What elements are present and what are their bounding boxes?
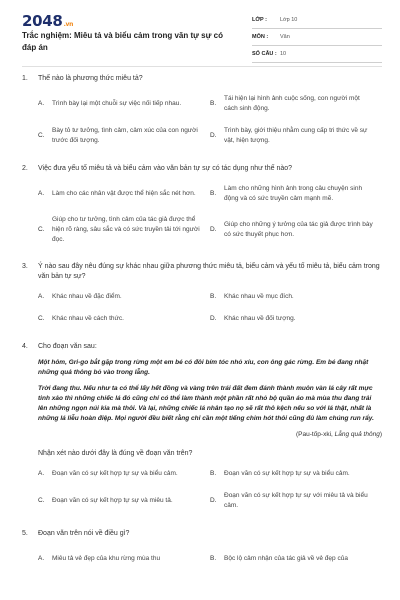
page-title: Trắc nghiệm: Miêu tả và biểu cảm trong văn tự sự có đáp án: [22, 31, 223, 52]
site-logo[interactable]: 2048.vn: [22, 12, 74, 30]
meta-value: Văn: [280, 34, 290, 40]
meta-value: 10: [280, 51, 287, 57]
question-text: Thế nào là phương thức miêu tả?: [38, 75, 143, 82]
option-a[interactable]: A. Đoạn văn có sự kết hợp tự sự và biểu cảm.: [38, 470, 178, 477]
option-d[interactable]: D. Khác nhau về đối tượng.: [210, 315, 296, 322]
question-5: [22, 529, 382, 577]
option-c[interactable]: C. Giúp cho tư tưởng, tình cảm của tác giả được thể hiện rõ ràng, sâu sắc và có sức truyền tải tới người đọc.: [38, 216, 200, 243]
question-list: [22, 74, 382, 587]
option-d[interactable]: D. Trình bày, giới thiệu nhằm cung cấp tri thức về sự vật, hiện tượng.: [210, 127, 368, 144]
meta-row-count: [252, 46, 382, 63]
question-number: 1.: [22, 75, 28, 82]
header-divider: [22, 66, 382, 67]
passage-paragraph: Trời đang thu. Nếu như ta có thể lấy hết đồng và vàng trên trái đất đem đánh thành muôn vàn lá cây rất mực tinh xảo thì những chiếc lá đó cũng chỉ có thể làm thành một phần rất nhỏ bộ quần áo mà mùa thu đang trải lên những ngọn núi kia mà thôi. Và lại, những chiếc lá nhân tạo nọ sẽ rất thô kệch nếu so với lá thật, nhất là những lá liễu hoàn điệp. Mọi người đều biết rằng chỉ cần một tiếng chim hót thôi cũng đủ làm chúng run rẩy.: [38, 385, 374, 422]
option-b[interactable]: B. Khác nhau về mục đích.: [210, 293, 294, 300]
option-d[interactable]: D. Giúp cho những ý tưởng của tác giả được trình bày có sức thuyết phục hơn.: [210, 221, 373, 238]
question-number: 2.: [22, 165, 28, 172]
sub-question-text: Nhận xét nào dưới đây là đúng về đoạn văn trên?: [38, 450, 193, 457]
meta-row-subject: [252, 29, 382, 46]
meta-key: MÔN :: [252, 34, 269, 40]
question-number: 5.: [22, 530, 28, 537]
option-a[interactable]: A. Trình bày lại một chuỗi sự việc nối tiếp nhau.: [38, 100, 182, 107]
option-c[interactable]: C. Đoạn văn có sự kết hợp tự sự và miêu tả.: [38, 497, 173, 504]
question-number: 4.: [22, 343, 28, 350]
option-a[interactable]: A. Miêu tả vẻ đẹp của khu rừng mùa thu: [38, 555, 161, 562]
question-text: Đoạn văn trên nói về điều gì?: [38, 530, 130, 537]
question-text: Ý nào sau đây nêu đúng sự khác nhau giữa phương thức miêu tả, biểu cảm và yếu tố miêu tả, biểu cảm trong văn bản tự sự?: [38, 263, 380, 280]
option-b[interactable]: B. Đoạn văn có sự kết hợp tự sự và biểu cảm.: [210, 470, 350, 477]
option-b[interactable]: B. Tái hiện lại hình ảnh cuộc sống, con người một cách sinh động.: [210, 95, 360, 112]
option-c[interactable]: C. Bày tỏ tư tưởng, tình cảm, cảm xúc của con người trước đối tượng.: [38, 127, 198, 144]
passage-source: (Pau-tốp-xki, Lẵng quả thông): [295, 431, 382, 438]
option-d[interactable]: D. Đoạn văn có sự kết hợp tự sự với miêu tả và biểu cảm.: [210, 492, 368, 509]
option-a[interactable]: A. Khác nhau về đặc điểm.: [38, 293, 122, 300]
meta-key: LỚP :: [252, 17, 267, 23]
question-2: [22, 164, 382, 252]
question-text: Việc đưa yếu tố miêu tả và biểu cảm vào văn bản tự sự có tác dụng như thế nào?: [38, 165, 293, 172]
passage-paragraph: Một hôm, Gri-go bắt gặp trong rừng một em bé có đôi bím tóc nhỏ xíu, con ông gác rừng. Em bé đang nhặt những quả thông bỏ vào trong lẵng.: [38, 359, 369, 376]
meta-row-grade: [252, 12, 382, 29]
option-b[interactable]: B. Bộc lộ cảm nhận của tác giả về vẻ đẹp của: [210, 555, 348, 562]
meta-table: [252, 12, 382, 63]
option-a[interactable]: A. Làm cho các nhân vật được thể hiện sắc nét hơn.: [38, 190, 196, 197]
option-c[interactable]: C. Khác nhau về cách thức.: [38, 315, 124, 322]
reading-passage: [22, 358, 382, 440]
meta-value: Lớp 10: [280, 17, 298, 23]
page-header: [0, 0, 400, 62]
question-4: [22, 342, 382, 519]
question-1: [22, 74, 382, 154]
option-b[interactable]: B. Làm cho những hình ảnh trong câu chuyện sinh động và có sức truyền cảm mạnh mẽ.: [210, 185, 363, 202]
question-3: [22, 262, 382, 332]
question-number: 3.: [22, 263, 28, 270]
question-text: Cho đoạn văn sau:: [38, 343, 97, 350]
meta-key: SỐ CÂU :: [252, 51, 277, 57]
